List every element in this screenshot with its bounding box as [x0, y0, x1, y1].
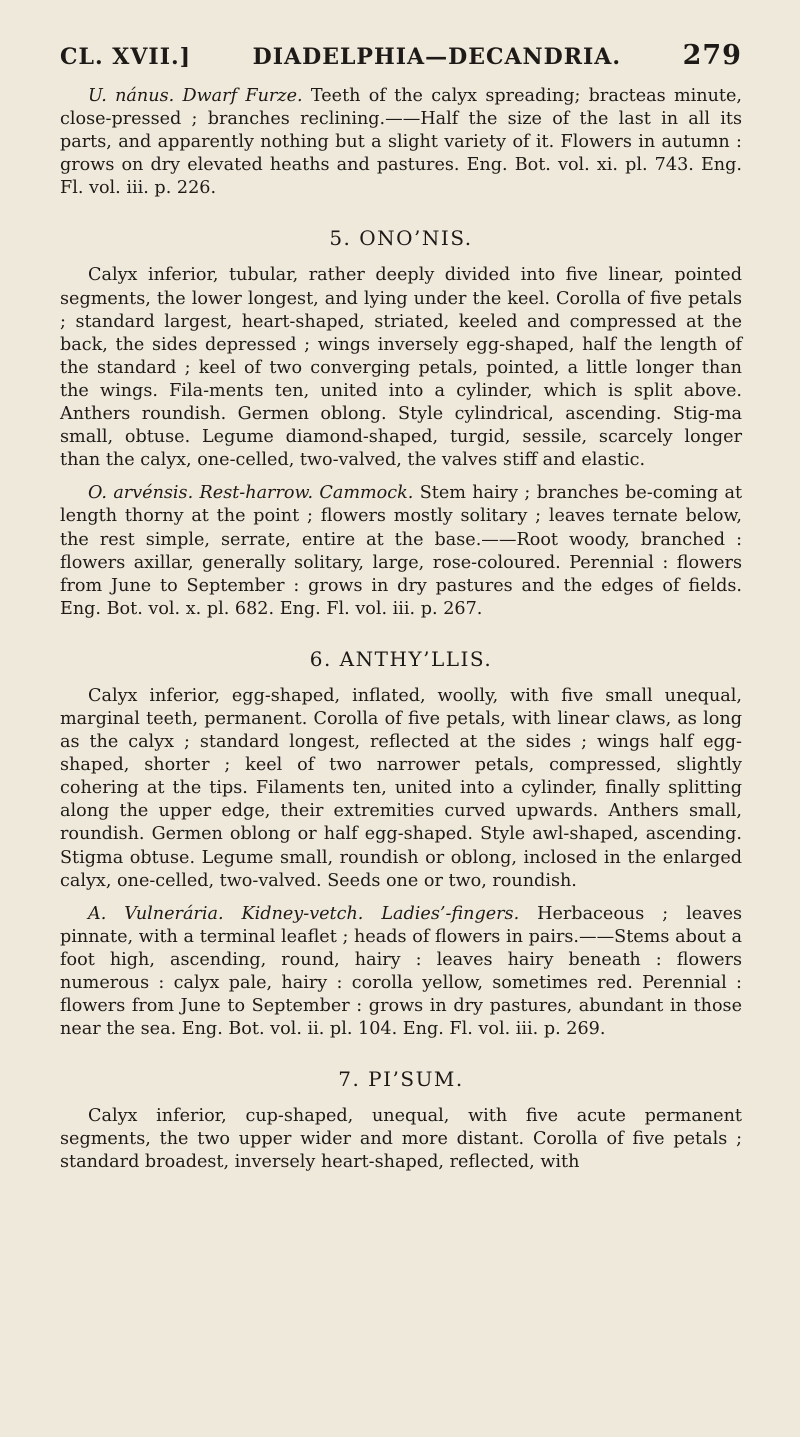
class-reference: CL. XVII.]	[60, 44, 192, 70]
running-head	[60, 40, 742, 71]
species-description: Teeth of the calyx spreading; bracteas minute, close-pressed ; branches reclining.——Half the size of the last in all its parts, and apparently nothing but a slight variety of it. Flowers in autumn : grows on dry elevated heaths and pastures. Eng. Bot. vol. xi. pl. 743. Eng. Fl. vol. iii. p. 226.	[60, 86, 743, 199]
genus-description: Calyx inferior, cup-shaped, unequal, with five acute permanent segments, the two upper wider and more distant. Corolla of five petals ; standard broadest, inversely heart-shaped, reflected, with	[60, 1106, 742, 1173]
genus-heading: 6. ANTHY’LLIS.	[309, 646, 493, 671]
genus-description: Calyx inferior, tubular, rather deeply divided into five linear, pointed segments, the lower longest, and lying under the keel. Corolla of five petals ; standard largest, heart-shaped, striated, keeled and compressed at the back, the sides depressed ; wings inversely egg-shaped, half the length of the standard ; keel of two converging petals, pointed, a little longer than the wings. Fila-ments ten, united into a cylinder, which is split above. Anthers roundish. Germen oblong. Style cylindrical, ascending. Stig-ma small, obtuse. Legume diamond-shaped, turgid, sessile, scarcely longer than the calyx, one-celled, two-valved, the valves stiff and elastic.	[60, 265, 742, 471]
common-name: Kidney-vetch. Ladies’-fingers.	[241, 903, 520, 924]
running-title: DIADELPHIA—DECANDRIA.	[252, 44, 622, 70]
species-description: Herbaceous ; leaves pinnate, with a terminal leaflet ; heads of flowers in pairs.——Stems about a foot high, ascending, round, hairy : leaves hairy beneath : flowers numerous : calyx pale, hairy : corolla yellow, sometimes red. Perennial : flowers from June to September : grows in dry pastures, abundant in those near the sea. Eng. Bot. vol. ii. pl. 104. Eng. Fl. vol. iii. p. 269.	[60, 903, 743, 1040]
common-name: Rest-harrow. Cammock.	[199, 483, 414, 504]
species-entry	[60, 903, 742, 1042]
page-number: 279	[682, 40, 742, 71]
genus-heading: 7. PI’SUM.	[338, 1067, 464, 1092]
genus-description: Calyx inferior, egg-shaped, inflated, woolly, with five small unequal, marginal teeth, permanent. Corolla of five petals, with linear claws, as long as the calyx ; standard longest, reflected at the sides ; wings half egg-shaped, shorter ; keel of two narrower petals, compressed, slightly cohering at the tips. Filaments ten, united into a cylinder, finally splitting along the upper edge, their extremities curved upwards. Anthers small, roundish. Germen oblong or half egg-shaped. Style awl-shaped, ascending. Stigma obtuse. Legume small, roundish or oblong, inclosed in the enlarged calyx, one-celled, two-valved. Seeds one or two, roundish.	[60, 685, 742, 891]
species-description: Stem hairy ; branches be-coming at length thorny at the point ; flowers mostly solitary ; leaves ternate below, the rest simple, serrate, entire at the base.——Root woody, branched : flowers axillar, generally solitary, large, rose-coloured. Perennial : flowers from June to September : grows in dry pastures and the edges of fields. Eng. Bot. vol. x. pl. 682. Eng. Fl. vol. iii. p. 267.	[60, 483, 743, 619]
species-entry	[60, 85, 742, 200]
genus-heading: 5. ONO’NIS.	[329, 226, 473, 251]
species-name: O. arvénsis.	[88, 483, 194, 504]
species-entry	[60, 482, 742, 621]
species-name: U. nánus.	[88, 86, 175, 106]
common-name: Dwarf Furze.	[182, 86, 303, 106]
species-name: A. Vulneráriа.	[88, 903, 224, 924]
